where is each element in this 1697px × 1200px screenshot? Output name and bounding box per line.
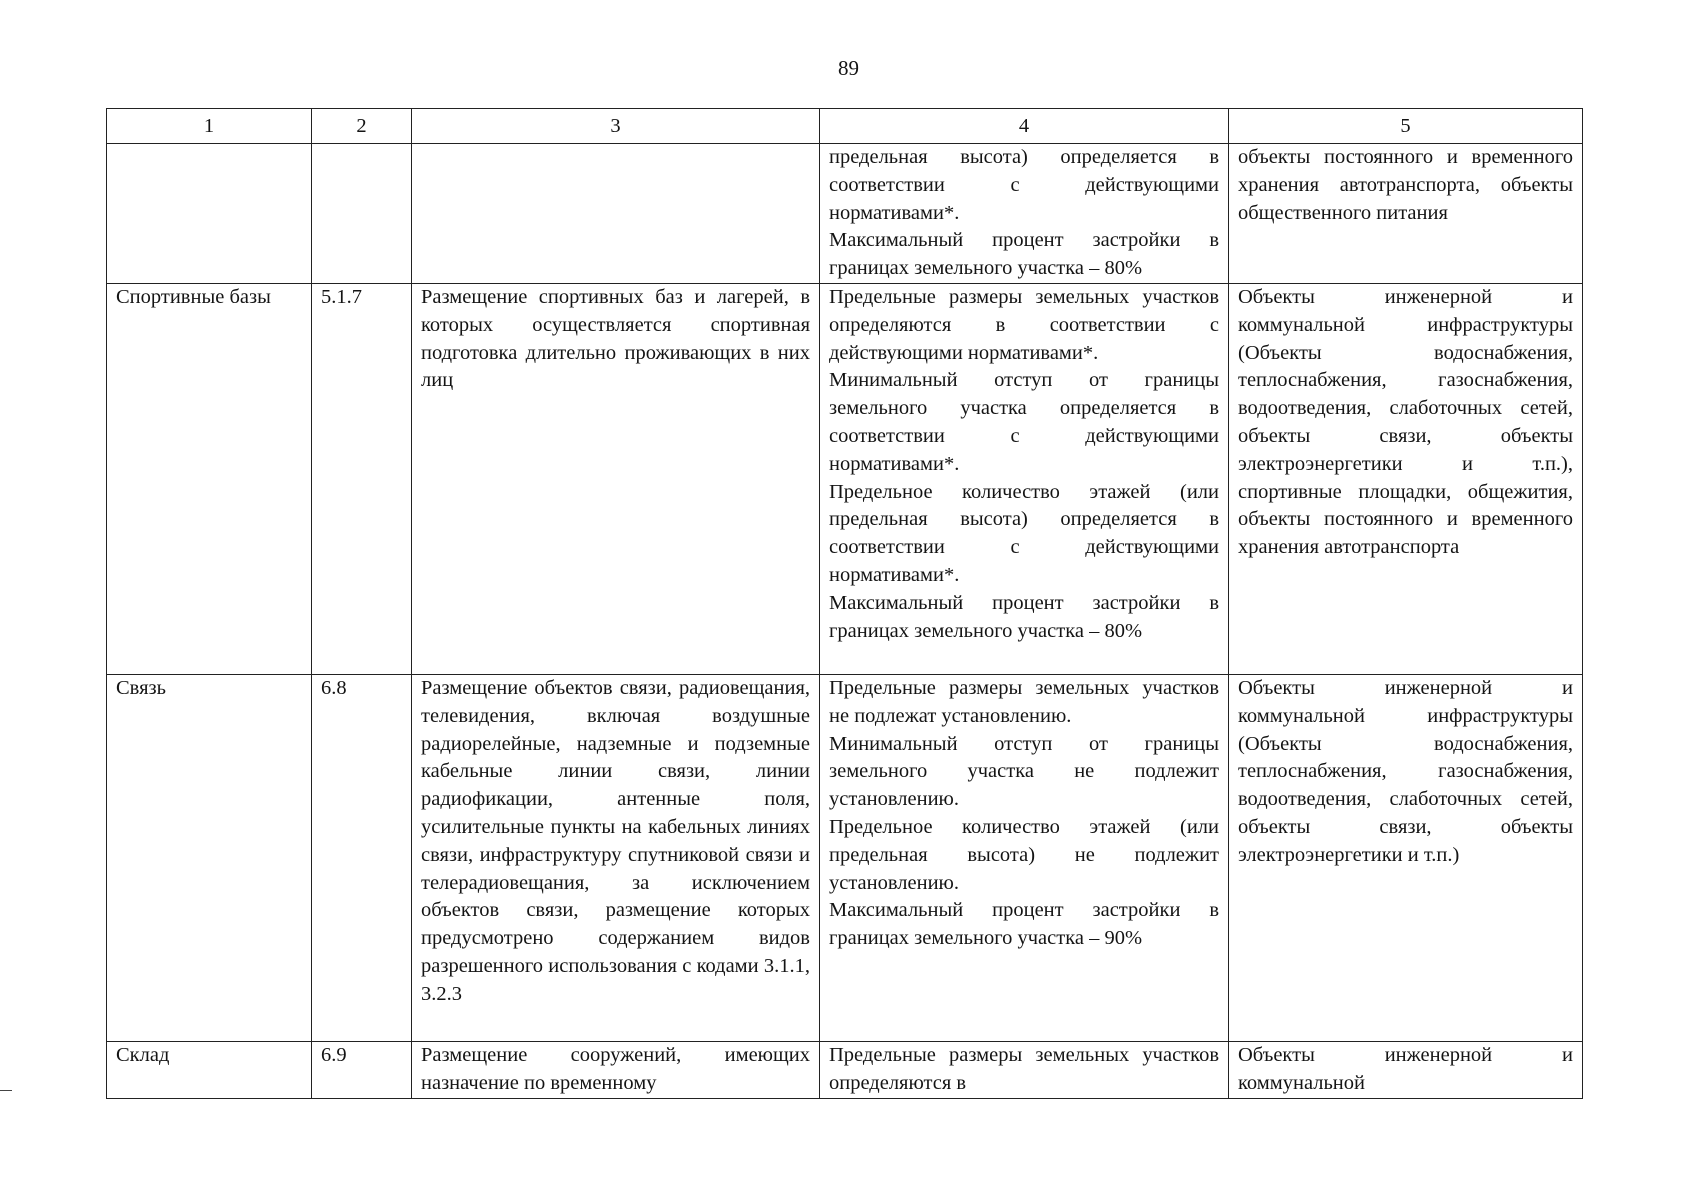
parameter-text: Предельные размеры земельных участков определяются в [829,1043,1219,1094]
cell-auxiliary-uses: Объекты инженерной и коммунальной инфраструктуры (Объекты водоснабжения, теплоснабжения, газоснабжения, водоотведения, слаботочных сетей, объекты связи, объекты электроэнергетики и т.п.), спортивные площадки, общежития, объекты постоянного и временного хранения автотранспорта [1229,283,1583,674]
table-row-warehouse [107,1041,1583,1098]
cell-use-code [312,144,412,284]
cell-auxiliary-uses: Объекты инженерной и коммунальной [1229,1041,1583,1098]
parameter-text: предельная высота) определяется в соответствии с действующими нормативами*. [829,146,1219,224]
parameter-text: Предельное количество этажей (или предельная высота) не подлежит установлению. [829,815,1219,894]
cell-auxiliary-uses: Объекты инженерной и коммунальной инфраструктуры (Объекты водоснабжения, теплоснабжения, газоснабжения, водоотведения, слаботочных сетей, объекты связи, объекты электроэнергетики и т.п.) [1229,674,1583,1041]
parameter-text: Максимальный процент застройки в границах земельного участка – 90% [829,899,1219,950]
cell-use-name: Склад [107,1041,312,1098]
parameter-text: Максимальный процент застройки в границах земельного участка – 80% [829,229,1219,280]
cell-parameters [820,674,1229,1041]
parameter-text: Предельные размеры земельных участков определяются в соответствии с действующими нормативами*. [829,285,1219,364]
cell-use-name [107,144,312,284]
cell-use-name: Связь [107,674,312,1041]
table-header-row [107,109,1583,144]
parameter-text: Предельные размеры земельных участков не подлежат установлению. [829,676,1219,727]
cell-auxiliary-uses: объекты постоянного и временного хранения автотранспорта, объекты общественного питания [1229,144,1583,284]
cell-use-description [412,144,820,284]
header-col-4: 4 [820,109,1229,144]
header-col-2: 2 [312,109,412,144]
cell-use-code: 6.8 [312,674,412,1041]
regulations-table [106,108,1583,1099]
cell-use-code: 6.9 [312,1041,412,1098]
table-row-communications [107,674,1583,1041]
parameter-text: Минимальный отступ от границы земельного участка определяется в соответствии с действующими нормативами*. [829,369,1219,475]
parameter-text: Максимальный процент застройки в границах земельного участка – 80% [829,591,1219,642]
header-col-5: 5 [1229,109,1583,144]
header-col-3: 3 [412,109,820,144]
cell-use-description: Размещение сооружений, имеющих назначение по временному [412,1041,820,1098]
page-number: 89 [838,56,859,80]
parameter-text: Минимальный отступ от границы земельного участка не подлежит установлению. [829,732,1219,811]
table-row-continuation [107,144,1583,284]
cell-use-code: 5.1.7 [312,283,412,674]
parameter-text: Предельное количество этажей (или предельная высота) определяется в соответствии с действующими нормативами*. [829,480,1219,586]
cell-use-description: Размещение спортивных баз и лагерей, в которых осуществляется спортивная подготовка длительно проживающих в них лиц [412,283,820,674]
table-row-sport-bases [107,283,1583,674]
cell-use-name: Спортивные базы [107,283,312,674]
scan-edge-mark [0,1090,12,1091]
cell-parameters [820,283,1229,674]
cell-parameters [820,144,1229,284]
cell-parameters [820,1041,1229,1098]
header-col-1: 1 [107,109,312,144]
cell-use-description: Размещение объектов связи, радиовещания, телевидения, включая воздушные радиорелейные, надземные и подземные кабельные линии связи, линии радиофикации, антенные поля, усилительные пункты на кабельных линиях связи, инфраструктуру спутниковой связи и телерадиовещания, за исключением объектов связи, размещение которых предусмотрено содержанием видов разрешенного использования с кодами 3.1.1, 3.2.3 [412,674,820,1041]
